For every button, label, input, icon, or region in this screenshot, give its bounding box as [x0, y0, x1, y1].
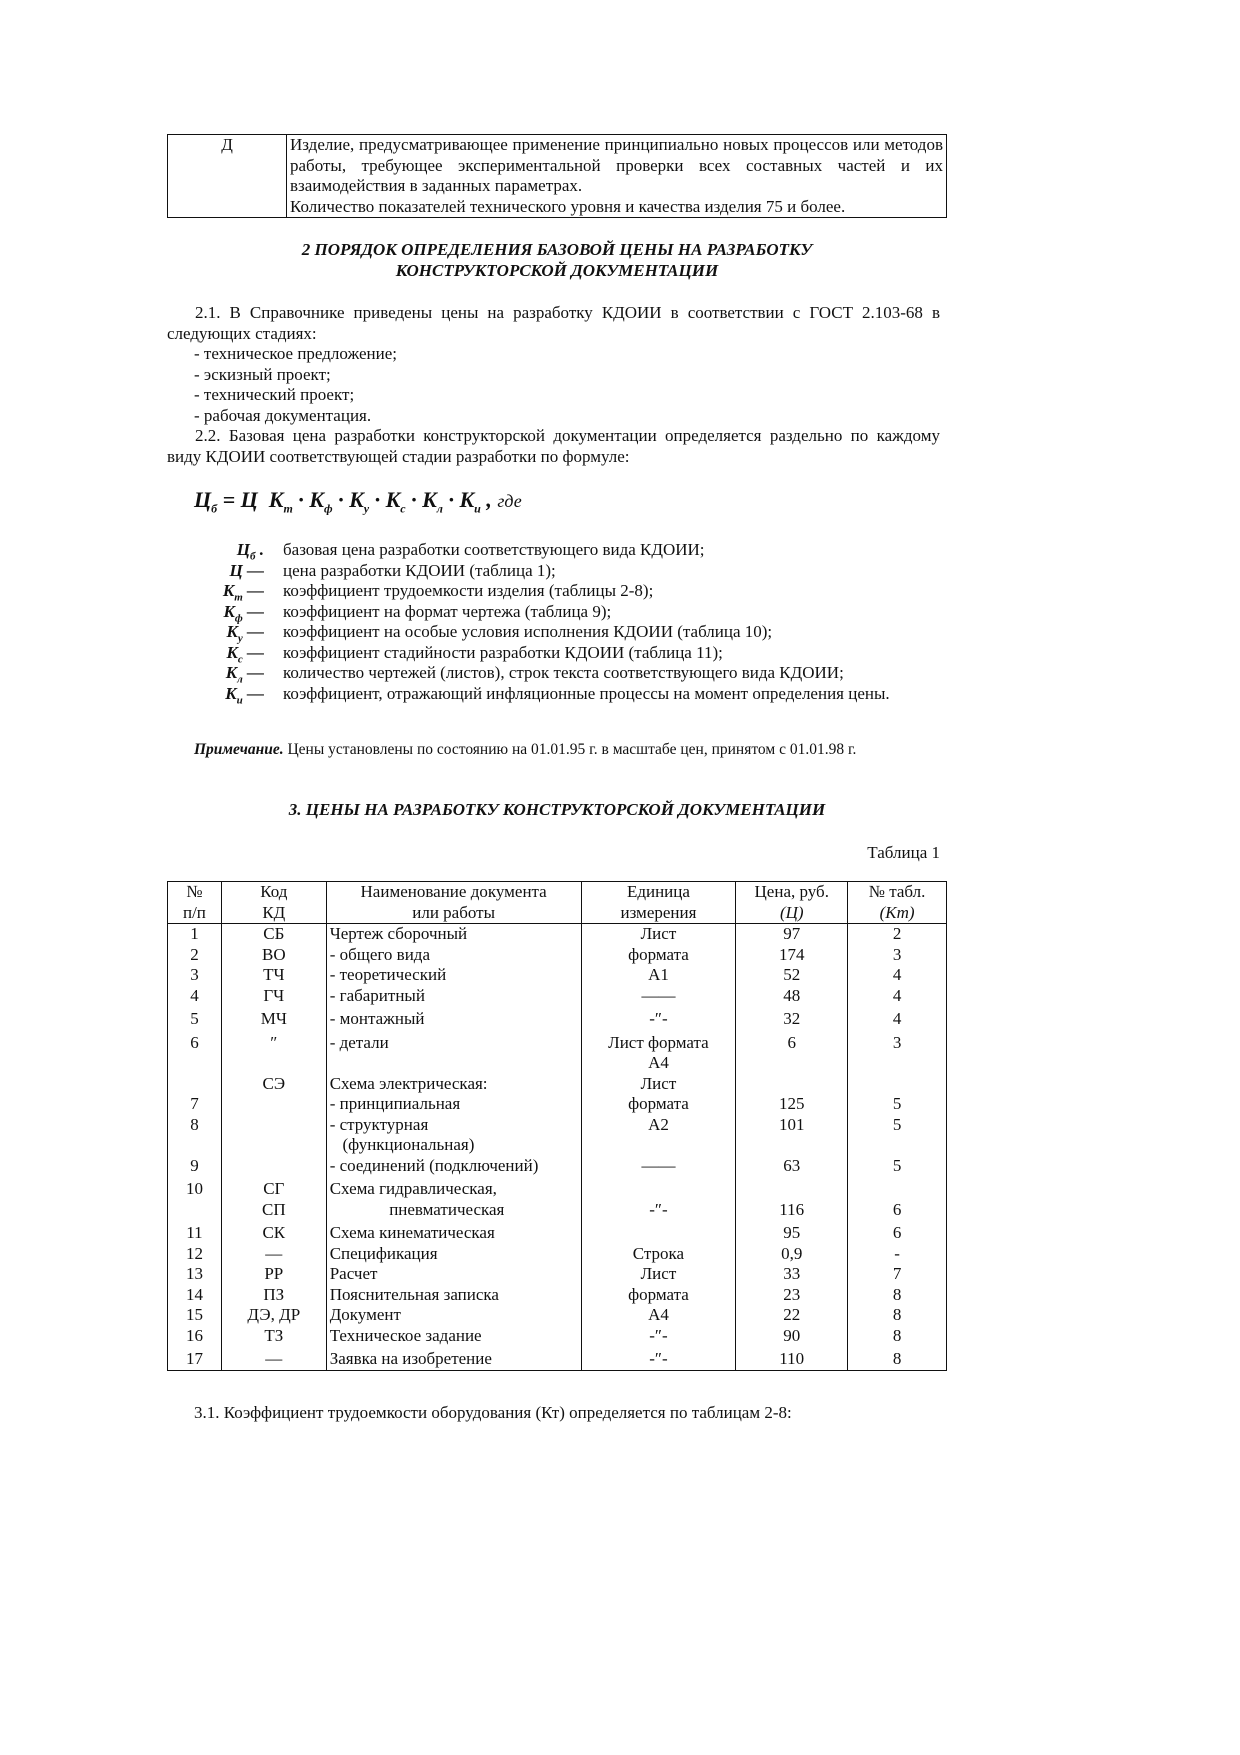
table-cell: - структурная: [326, 1115, 581, 1136]
table-cell: -″-: [581, 1346, 736, 1370]
table-cell: [221, 1053, 326, 1074]
table-cell: формата: [581, 1094, 736, 1115]
definition-item: [200, 643, 890, 664]
column-header: № п/п: [168, 882, 222, 924]
table-cell: 4: [848, 965, 947, 986]
table-cell: ПЗ: [221, 1285, 326, 1306]
category-table: [167, 134, 947, 218]
table-cell: - теоретический: [326, 965, 581, 986]
table-cell: 12: [168, 1244, 222, 1265]
definition-text: коэффициент трудоемкости изделия (таблицы 2-8);: [283, 581, 654, 600]
table-row: [168, 1176, 947, 1200]
table-cell: 8: [168, 1115, 222, 1136]
table-cell: [221, 1115, 326, 1136]
table-cell: 15: [168, 1305, 222, 1326]
column-header: Код КД: [221, 882, 326, 924]
stage-item: - технический проект;: [194, 385, 355, 404]
table-cell: 7: [848, 1264, 947, 1285]
category-desc-text: Изделие, предусматривающее применение принципиально новых процессов или методов работы, требующее экспериментальной проверки всех составных частей и их взаимодействия в заданных параметрах.: [290, 135, 943, 195]
table-cell: 6: [848, 1220, 947, 1244]
definition-text: цена разработки КДОИИ (таблица 1);: [283, 560, 556, 580]
definition-item: [200, 684, 890, 705]
column-header: № табл. (Кт): [848, 882, 947, 924]
definition-symbol: $K_т$ —: [222, 581, 264, 604]
table-cell: 9: [168, 1156, 222, 1177]
table-cell: [168, 1053, 222, 1074]
table-cell: - общего вида: [326, 945, 581, 966]
table-cell: СП: [221, 1200, 326, 1221]
table-cell: Лист формата: [581, 1030, 736, 1054]
table-cell: Строка: [581, 1244, 736, 1265]
section3-title: 3. ЦЕНЫ НА РАЗРАБОТКУ КОНСТРУКТОРСКОЙ ДОКУМЕНТАЦИИ: [288, 800, 826, 819]
table-row: [168, 1346, 947, 1370]
table-cell: 5: [848, 1156, 947, 1177]
price-formula: $Ц_б = Ц$ $K_т \cdot K_ф \cdot K_у \cdot K_с \cdot K_л \cdot K_и$ , где: [194, 487, 522, 516]
definition-text: коэффициент на особые условия исполнения КДОИИ (таблица 10);: [283, 622, 773, 641]
table-cell: Расчет: [326, 1264, 581, 1285]
category-description: [287, 135, 947, 218]
table-cell: -″-: [581, 1326, 736, 1347]
definition-text: базовая цена разработки соответствующего вида КДОИИ;: [283, 540, 705, 559]
table-cell: 13: [168, 1264, 222, 1285]
table-cell: А4: [581, 1305, 736, 1326]
table-cell: - соединений (подключений): [326, 1156, 581, 1177]
table-cell: 3: [848, 945, 947, 966]
definition-symbol: Ц —: [229, 560, 264, 580]
table-cell: ВО: [221, 945, 326, 966]
section2-title-line1: 2 ПОРЯДОК ОПРЕДЕЛЕНИЯ БАЗОВОЙ ЦЕНЫ НА РАЗРАБОТКУ: [301, 240, 813, 259]
table-row: [168, 1200, 947, 1221]
table-cell: пневматическая: [326, 1200, 581, 1221]
table-cell: [736, 1053, 848, 1074]
table-cell: [221, 1156, 326, 1177]
table-cell: [168, 1074, 222, 1095]
table-cell: 6: [736, 1030, 848, 1054]
table-row: [168, 1305, 947, 1326]
table-row: [168, 1030, 947, 1054]
table-label: Таблица 1: [867, 843, 940, 862]
table-row: [168, 924, 947, 945]
table-cell: 48: [736, 986, 848, 1007]
table-cell: 4: [848, 1006, 947, 1030]
section2-title: [167, 240, 947, 281]
table-cell: [168, 1200, 222, 1221]
table-cell: 90: [736, 1326, 848, 1347]
table-cell: [581, 1176, 736, 1200]
definition-symbol: $K_у$ —: [226, 622, 264, 645]
table-cell: [326, 1053, 581, 1074]
table-cell: [736, 1135, 848, 1156]
table-cell: 8: [848, 1305, 947, 1326]
table-cell: 14: [168, 1285, 222, 1306]
table-cell: 23: [736, 1285, 848, 1306]
column-header: Цена, руб. (Ц): [736, 882, 848, 924]
table-cell: Документ: [326, 1305, 581, 1326]
table-cell: 8: [848, 1346, 947, 1370]
section2-title-line2: КОНСТРУКТОРСКОЙ ДОКУМЕНТАЦИИ: [395, 260, 719, 280]
table-cell: [848, 1176, 947, 1200]
note: [194, 740, 856, 761]
table-cell: Лист: [581, 1264, 736, 1285]
table-cell: - габаритный: [326, 986, 581, 1007]
table-cell: формата: [581, 945, 736, 966]
table-cell: ″: [221, 1030, 326, 1054]
table-cell: Схема кинематическая: [326, 1220, 581, 1244]
table-row: [168, 945, 947, 966]
table-cell: А1: [581, 965, 736, 986]
paragraph-2-2: 2.2. Базовая цена разработки конструкторской документации определяется раздельно по каждому виду КДОИИ соответствующей стадии разработки по формуле:: [167, 426, 940, 466]
table-cell: -″-: [581, 1006, 736, 1030]
table-cell: 10: [168, 1176, 222, 1200]
definition-text: коэффициент, отражающий инфляционные процессы на момент определения цены.: [283, 683, 890, 703]
table-cell: 6: [168, 1030, 222, 1054]
table-cell: [581, 1135, 736, 1156]
price-table: [167, 881, 947, 1371]
table-cell: формата: [581, 1285, 736, 1306]
table-cell: ——: [581, 986, 736, 1007]
table-row: [168, 1074, 947, 1095]
table-cell: ТЧ: [221, 965, 326, 986]
table-cell: - принципиальная: [326, 1094, 581, 1115]
table-cell: А4: [581, 1053, 736, 1074]
table-cell: Лист: [581, 924, 736, 945]
table-row: [168, 1094, 947, 1115]
paragraph-3-1: 3.1. Коэффициент трудоемкости оборудования (Кт) определяется по таблицам 2-8:: [194, 1403, 792, 1422]
table-cell: - монтажный: [326, 1006, 581, 1030]
stages-list: [194, 344, 397, 426]
table-cell: 5: [848, 1115, 947, 1136]
table-cell: [736, 1176, 848, 1200]
note-text: Цены установлены по состоянию на 01.01.95 г. в масштабе цен, принятом с 01.01.98 г.: [283, 741, 857, 758]
table-cell: Лист: [581, 1074, 736, 1095]
table-cell: 6: [848, 1200, 947, 1221]
table-cell: 7: [168, 1094, 222, 1115]
note-label: Примечание.: [194, 741, 284, 758]
table-cell: 101: [736, 1115, 848, 1136]
table-cell: 4: [168, 986, 222, 1007]
table-cell: 17: [168, 1346, 222, 1370]
table-cell: —: [221, 1346, 326, 1370]
table-row: [168, 1135, 947, 1156]
table-cell: - детали: [326, 1030, 581, 1054]
table-row: [168, 1156, 947, 1177]
table-row: [168, 1115, 947, 1136]
table-cell: СК: [221, 1220, 326, 1244]
table-cell: —: [221, 1244, 326, 1265]
stage-item: - эскизный проект;: [194, 364, 331, 384]
table-cell: 116: [736, 1200, 848, 1221]
table-cell: 33: [736, 1264, 848, 1285]
table-cell: 95: [736, 1220, 848, 1244]
table-row: [168, 1006, 947, 1030]
table-cell: 0,9: [736, 1244, 848, 1265]
definition-item: [200, 663, 890, 684]
table-cell: 5: [848, 1094, 947, 1115]
table-row: [168, 1264, 947, 1285]
definition-item: [200, 622, 890, 643]
table-row: [168, 1220, 947, 1244]
table-cell: -″-: [581, 1200, 736, 1221]
table-cell: Спецификация: [326, 1244, 581, 1265]
stage-item: - рабочая документация.: [194, 405, 372, 425]
table-row: [168, 1326, 947, 1347]
table-row: [168, 1285, 947, 1306]
table-cell: [168, 1135, 222, 1156]
table-cell: А2: [581, 1115, 736, 1136]
table-cell: -: [848, 1244, 947, 1265]
definition-text: коэффициент на формат чертежа (таблица 9);: [283, 601, 612, 621]
table-cell: 174: [736, 945, 848, 966]
definition-symbol: $K_л$ —: [225, 663, 264, 686]
table-cell: 32: [736, 1006, 848, 1030]
table-cell: Пояснительная записка: [326, 1285, 581, 1306]
table-cell: (функциональная): [326, 1135, 581, 1156]
table-cell: [581, 1220, 736, 1244]
table-cell: 5: [168, 1006, 222, 1030]
table-cell: 4: [848, 986, 947, 1007]
table-cell: [221, 1135, 326, 1156]
table-cell: Схема гидравлическая,: [326, 1176, 581, 1200]
table-cell: ТЗ: [221, 1326, 326, 1347]
table-cell: ГЧ: [221, 986, 326, 1007]
table-cell: ——: [581, 1156, 736, 1177]
table-cell: 3: [168, 965, 222, 986]
definition-symbol: $K_с$ —: [226, 642, 264, 665]
table-cell: 11: [168, 1220, 222, 1244]
table-cell: 2: [848, 924, 947, 945]
formula-where: где: [497, 491, 522, 511]
table-cell: 1: [168, 924, 222, 945]
table-cell: 110: [736, 1346, 848, 1370]
table-cell: 2: [168, 945, 222, 966]
table-cell: СЭ: [221, 1074, 326, 1095]
table-cell: Техническое задание: [326, 1326, 581, 1347]
table-cell: Чертеж сборочный: [326, 924, 581, 945]
table-cell: ДЭ, ДР: [221, 1305, 326, 1326]
table-cell: РР: [221, 1264, 326, 1285]
table-row: [168, 986, 947, 1007]
table-cell: [848, 1135, 947, 1156]
table-cell: 63: [736, 1156, 848, 1177]
table-cell: [221, 1094, 326, 1115]
definition-text: коэффициент стадийности разработки КДОИИ (таблица 11);: [283, 642, 723, 662]
table-cell: Заявка на изобретение: [326, 1346, 581, 1370]
table-cell: СГ: [221, 1176, 326, 1200]
table-cell: 16: [168, 1326, 222, 1347]
table-cell: 97: [736, 924, 848, 945]
definition-text: количество чертежей (листов), строк текста соответствующего вида КДОИИ;: [283, 663, 844, 682]
table-row: [168, 965, 947, 986]
table-row: [168, 1244, 947, 1265]
table-cell: 8: [848, 1326, 947, 1347]
category-desc-text2: Количество показателей технического уровня и качества изделия 75 и более.: [290, 196, 846, 216]
definition-item: [200, 561, 890, 582]
table-cell: 22: [736, 1305, 848, 1326]
definition-item: [200, 540, 890, 561]
table-cell: [848, 1074, 947, 1095]
column-header: Наименование документа или работы: [326, 882, 581, 924]
column-header: Единица измерения: [581, 882, 736, 924]
definition-symbol: $K_ф$ —: [223, 601, 264, 624]
table-cell: 3: [848, 1030, 947, 1054]
table-cell: 8: [848, 1285, 947, 1306]
definition-symbol: $K_и$ —: [225, 683, 264, 706]
stage-item: - техническое предложение;: [194, 344, 397, 363]
table-cell: МЧ: [221, 1006, 326, 1030]
table-row: [168, 1053, 947, 1074]
table-cell: 52: [736, 965, 848, 986]
category-code: Д: [168, 135, 287, 218]
table-cell: [736, 1074, 848, 1095]
definition-item: [200, 581, 890, 602]
definition-symbol: $Ц_б$ .: [236, 540, 264, 563]
definitions-list: [200, 540, 890, 704]
table-cell: СБ: [221, 924, 326, 945]
table-cell: Схема электрическая:: [326, 1074, 581, 1095]
paragraph-2-1: 2.1. В Справочнике приведены цены на разработку КДОИИ в соответствии с ГОСТ 2.103-68 в следующих стадиях:: [167, 303, 940, 343]
definition-item: [200, 602, 890, 623]
table-cell: 125: [736, 1094, 848, 1115]
table-cell: [848, 1053, 947, 1074]
